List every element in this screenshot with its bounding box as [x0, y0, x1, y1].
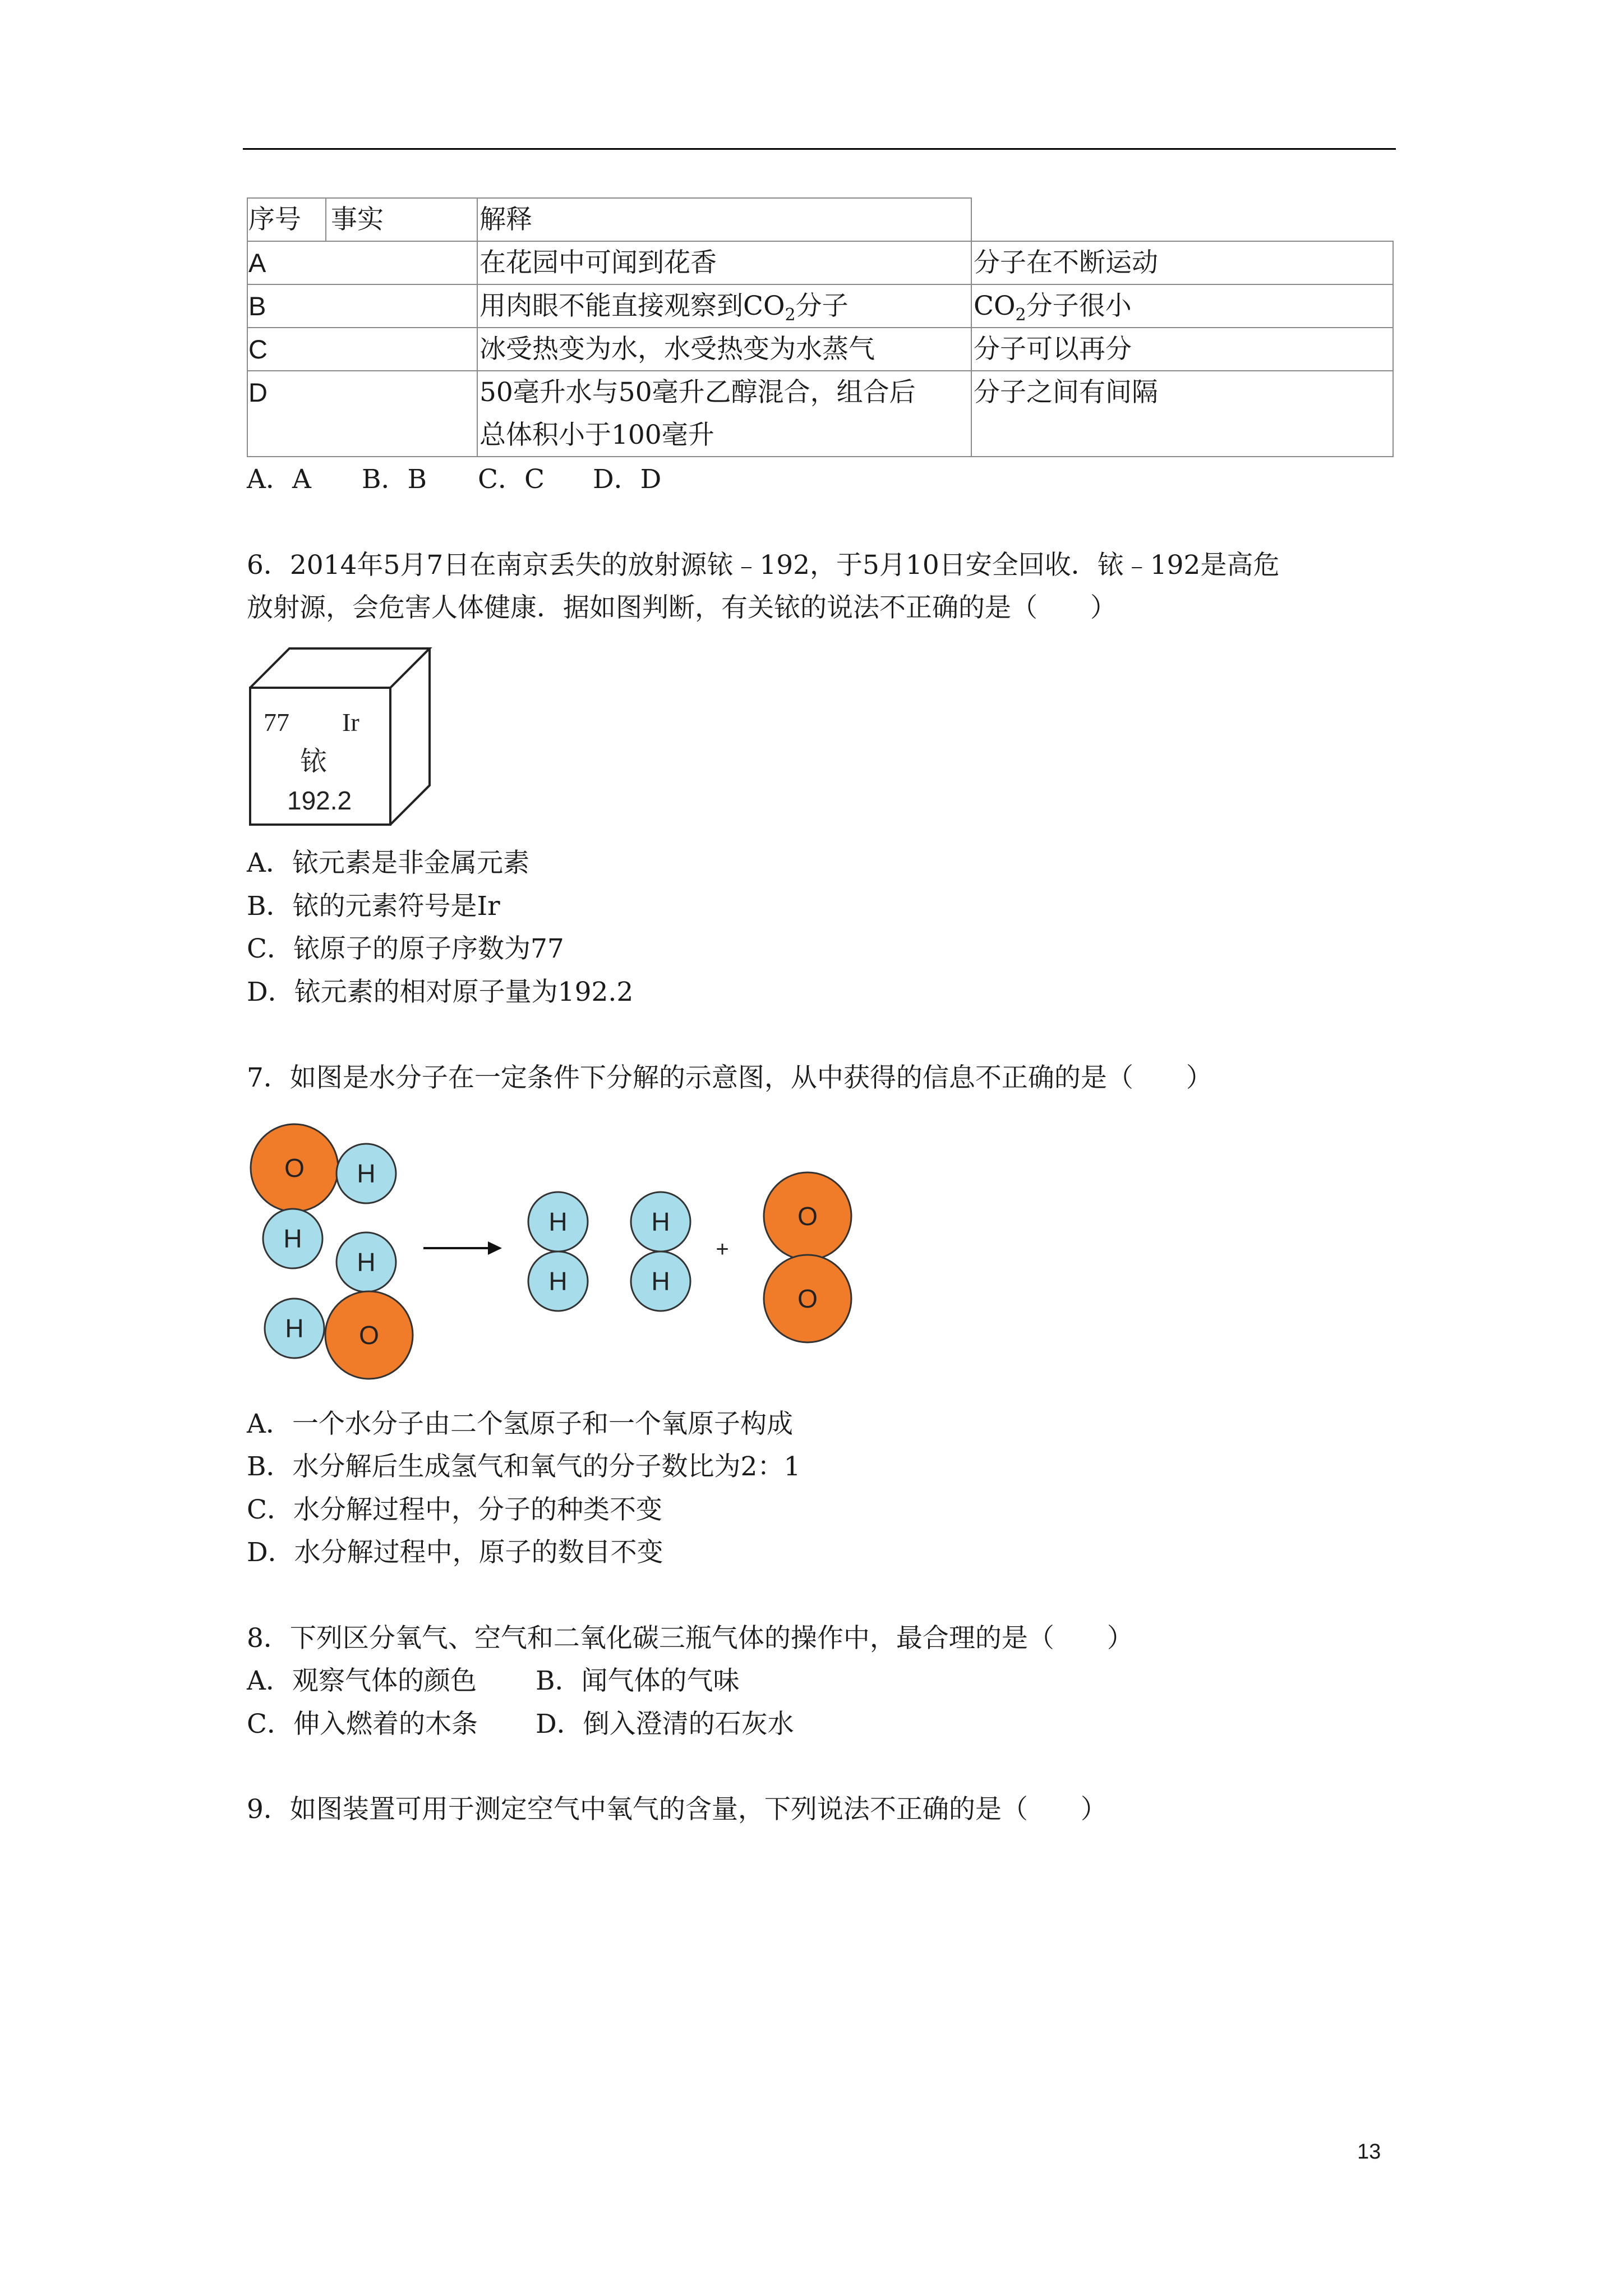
q7-stem: 7．如图是水分子在一定条件下分解的示意图，从中获得的信息不正确的是（ ） [247, 1062, 1212, 1093]
q7-option-b: B．水分解后生成氢气和氧气的分子数比为2：1 [247, 1451, 801, 1482]
q6-option-b: B．铱的元素符号是Ir [247, 891, 500, 922]
svg-text:O: O [797, 1284, 818, 1313]
row-d-fact-line2: 总体积小于100毫升 [479, 420, 714, 450]
svg-text:O: O [359, 1320, 379, 1350]
q8-option-b: B．闻气体的气味 [536, 1665, 740, 1696]
svg-text:H: H [285, 1314, 304, 1343]
row-c-id: C [248, 334, 268, 364]
q8-stem: 8．下列区分氧气、空气和二氧化碳三瓶气体的操作中，最合理的是（ ） [247, 1623, 1133, 1654]
iridium-element-cube [247, 645, 437, 830]
svg-text:O: O [284, 1153, 305, 1182]
svg-text:H: H [283, 1224, 302, 1253]
svg-text:H: H [548, 1267, 568, 1296]
q9-stem: 9．如图装置可用于测定空气中氧气的含量，下列说法不正确的是（ ） [247, 1794, 1107, 1825]
element-mass: 192.2 [287, 786, 352, 815]
q7-option-d: D．水分解过程中，原子的数目不变 [247, 1537, 663, 1568]
plus-sign: + [716, 1237, 729, 1262]
header-explain: 解释 [479, 204, 532, 235]
water-decomposition-diagram [247, 1122, 864, 1380]
page-number: 13 [1357, 2140, 1381, 2164]
svg-text:H: H [548, 1207, 568, 1236]
q5-option-d: D．D [593, 464, 662, 495]
row-d-id: D [248, 378, 268, 407]
row-b-id: B [248, 291, 266, 321]
q5-option-a: A．A [247, 464, 311, 495]
q6-option-a: A．铱元素是非金属元素 [247, 848, 529, 878]
row-d-fact-line1: 50毫升水与50毫升乙醇混合，组合后 [479, 377, 916, 408]
row-a-id: A [248, 248, 266, 278]
q6-option-d: D．铱元素的相对原子量为192.2 [247, 977, 634, 1007]
q6-stem-line1: 6．2014年5月7日在南京丢失的放射源铱﹣192，于5月10日安全回收．铱﹣192是高危 [247, 550, 1280, 581]
svg-text:H: H [357, 1248, 376, 1277]
q8-option-a: A．观察气体的颜色 [247, 1665, 477, 1696]
element-symbol: Ir [342, 708, 359, 737]
svg-text:H: H [651, 1267, 670, 1296]
row-a-fact: 在花园中可闻到花香 [479, 247, 717, 278]
row-b-fact: 用肉眼不能直接观察到$CO_2$分子 [479, 291, 849, 325]
q7-option-c: C．水分解过程中，分子的种类不变 [247, 1494, 662, 1525]
row-d-explain: 分子之间有间隔 [974, 377, 1158, 408]
q6-stem-line2: 放射源，会危害人体健康．据如图判断，有关铱的说法不正确的是（ ） [247, 592, 1117, 623]
q6-option-c: C．铱原子的原子序数为77 [247, 933, 564, 964]
q5-option-b: B．B [362, 464, 427, 495]
element-name: 铱 [300, 746, 328, 777]
q8-option-d: D．倒入澄清的石灰水 [536, 1709, 794, 1740]
header-seq: 序号 [248, 204, 301, 235]
q7-option-a: A．一个水分子由二个氢原子和一个氧原子构成 [247, 1409, 793, 1439]
header-rule [243, 148, 1396, 150]
row-a-explain: 分子在不断运动 [974, 247, 1158, 278]
row-b-explain: $CO_2$分子很小 [974, 291, 1132, 325]
svg-text:H: H [651, 1207, 670, 1236]
element-number: 77 [264, 708, 289, 737]
q8-option-c: C．伸入燃着的木条 [247, 1709, 478, 1740]
q5-option-c: C．C [478, 464, 545, 495]
row-c-explain: 分子可以再分 [974, 334, 1132, 365]
svg-text:O: O [797, 1202, 818, 1231]
header-fact: 事实 [331, 204, 384, 235]
svg-text:H: H [357, 1159, 376, 1188]
row-c-fact: 冰受热变为水，水受热变为水蒸气 [479, 334, 875, 365]
